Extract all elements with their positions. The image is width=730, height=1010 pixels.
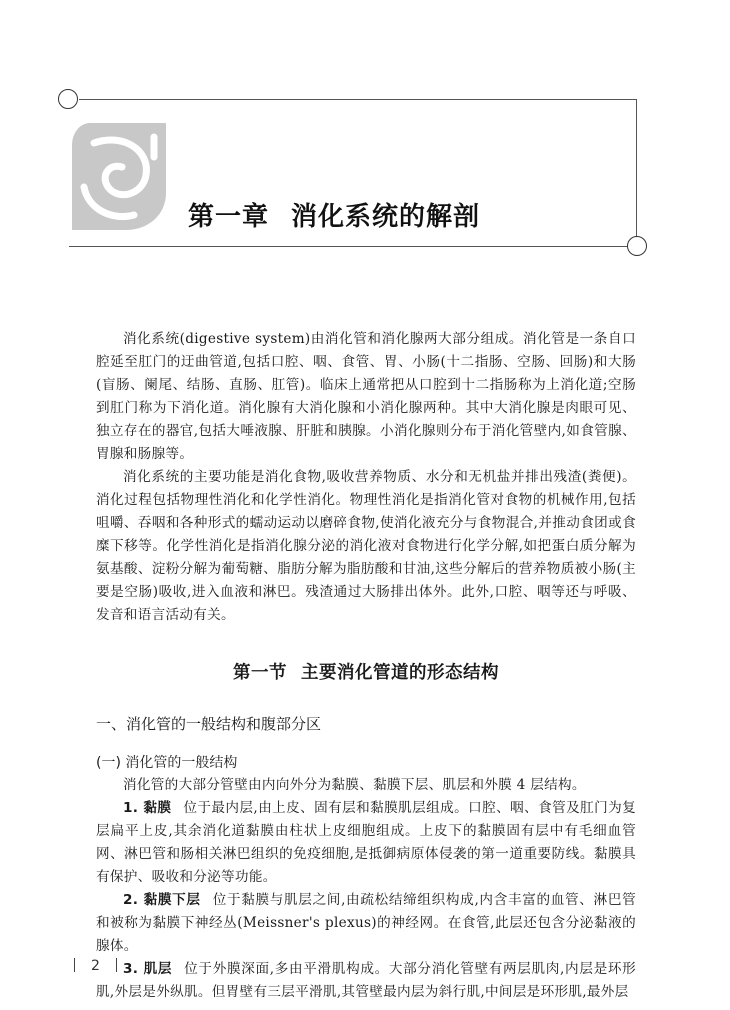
intro-paragraph-2: 消化系统的主要功能是消化食物,吸收营养物质、水分和无机盐并排出残渣(粪便)。消化过程包括物理性消化和化学性消化。物理性消化是指消化管对食物的机械作用,包括咀嚼、吞咽和各种形式的蠕动运动以磨碎食物,使消化液充分与食物混合,并推动食团或食糜下移等。化学性消化是指消化腺分泌的消化液对食物进行化学分解,如把蛋白质分解为氨基酸、淀粉分解为葡萄糖、脂肪分解为脂肪酸和甘油,这些分解后的营养物质被小肠(主要是空肠)吸收,进入血液和淋巴。残渣通过大肠排出体外。此外,口腔、咽等还与呼吸、发音和语言活动有关。 [96, 469, 636, 623]
body-intro-paragraph: 消化管的大部分管壁由内向外分为黏膜、黏膜下层、肌层和外膜 4 层结构。 [123, 777, 586, 793]
frame-bottom-line [69, 246, 629, 247]
page-number: 2 [91, 958, 100, 974]
section-number: 第一节 [233, 663, 287, 683]
layer-paragraph-submucosa [96, 889, 636, 958]
chapter-title [188, 196, 480, 233]
intro-paragraph-1: 消化系统(digestive system)由消化管和消化腺两大部分组成。消化管是一条自口腔延至肛门的迂曲管道,包括口腔、咽、食管、胃、小肠(十二指肠、空肠、回肠)和大肠(盲肠、阑尾、结肠、直肠、肛管)。临床上通常把从口腔到十二指肠称为上消化道;空肠到肛门称为下消化道。消化腺有大消化腺和小消化腺两种。其中大消化腺是肉眼可见、独立存在的器官,包括大唾液腺、肝脏和胰腺。小消化腺则分布于消化管壁内,如食管腺、胃腺和肠腺等。 [96, 331, 636, 462]
frame-top-line [79, 99, 637, 100]
section-name: 主要消化管道的形态结构 [301, 663, 499, 683]
layer-text-muscularis: 位于外膜深面,多由平滑肌构成。大部分消化管壁有两层肌肉,内层是环形肌,外层是外纵肌。但胃壁有三层平滑肌,其管壁最内层为斜行肌,中间层是环形肌,最外层 [96, 961, 637, 1000]
frame-circle-bottom-right [627, 236, 647, 256]
chapter-ornament-icon [72, 123, 166, 230]
page-number-left-bar [74, 958, 75, 972]
layer-term-mucosa: 1. 黏膜 [123, 800, 172, 816]
subsection-title: 一、消化管的一般结构和腹部分区 [96, 715, 322, 733]
subsubsection-title: (一) 消化管的一般结构 [96, 755, 238, 771]
layer-term-muscularis: 3. 肌层 [123, 961, 173, 977]
page-number-footer [74, 958, 117, 974]
layer-text-submucosa: 位于黏膜与肌层之间,由疏松结缔组织构成,内含丰富的血管、淋巴管和被称为黏膜下神经丛(Meissner's plexus)的神经网。在食管,此层还包含分泌黏液的腺体。 [96, 892, 636, 954]
layer-text-mucosa: 位于最内层,由上皮、固有层和黏膜肌层组成。口腔、咽、食管及肛门为复层扁平上皮,其余消化道黏膜由柱状上皮细胞组成。上皮下的黏膜固有层中有毛细血管网、淋巴管和肠相关淋巴组织的免疫细胞,是抵御病原体侵袭的第一道重要防线。黏膜具有保护、吸收和分泌等功能。 [96, 800, 637, 885]
page-number-right-bar [116, 958, 117, 972]
chapter-name: 消化系统的解剖 [291, 202, 481, 232]
layer-paragraph-muscularis [96, 958, 636, 1004]
page-content [96, 328, 636, 1004]
section-title [96, 659, 636, 685]
layer-paragraph-mucosa [96, 797, 636, 889]
frame-circle-top-left [58, 89, 78, 109]
frame-right-line [636, 99, 637, 239]
layer-term-submucosa: 2. 黏膜下层 [123, 892, 201, 908]
chapter-number: 第一章 [188, 202, 270, 232]
